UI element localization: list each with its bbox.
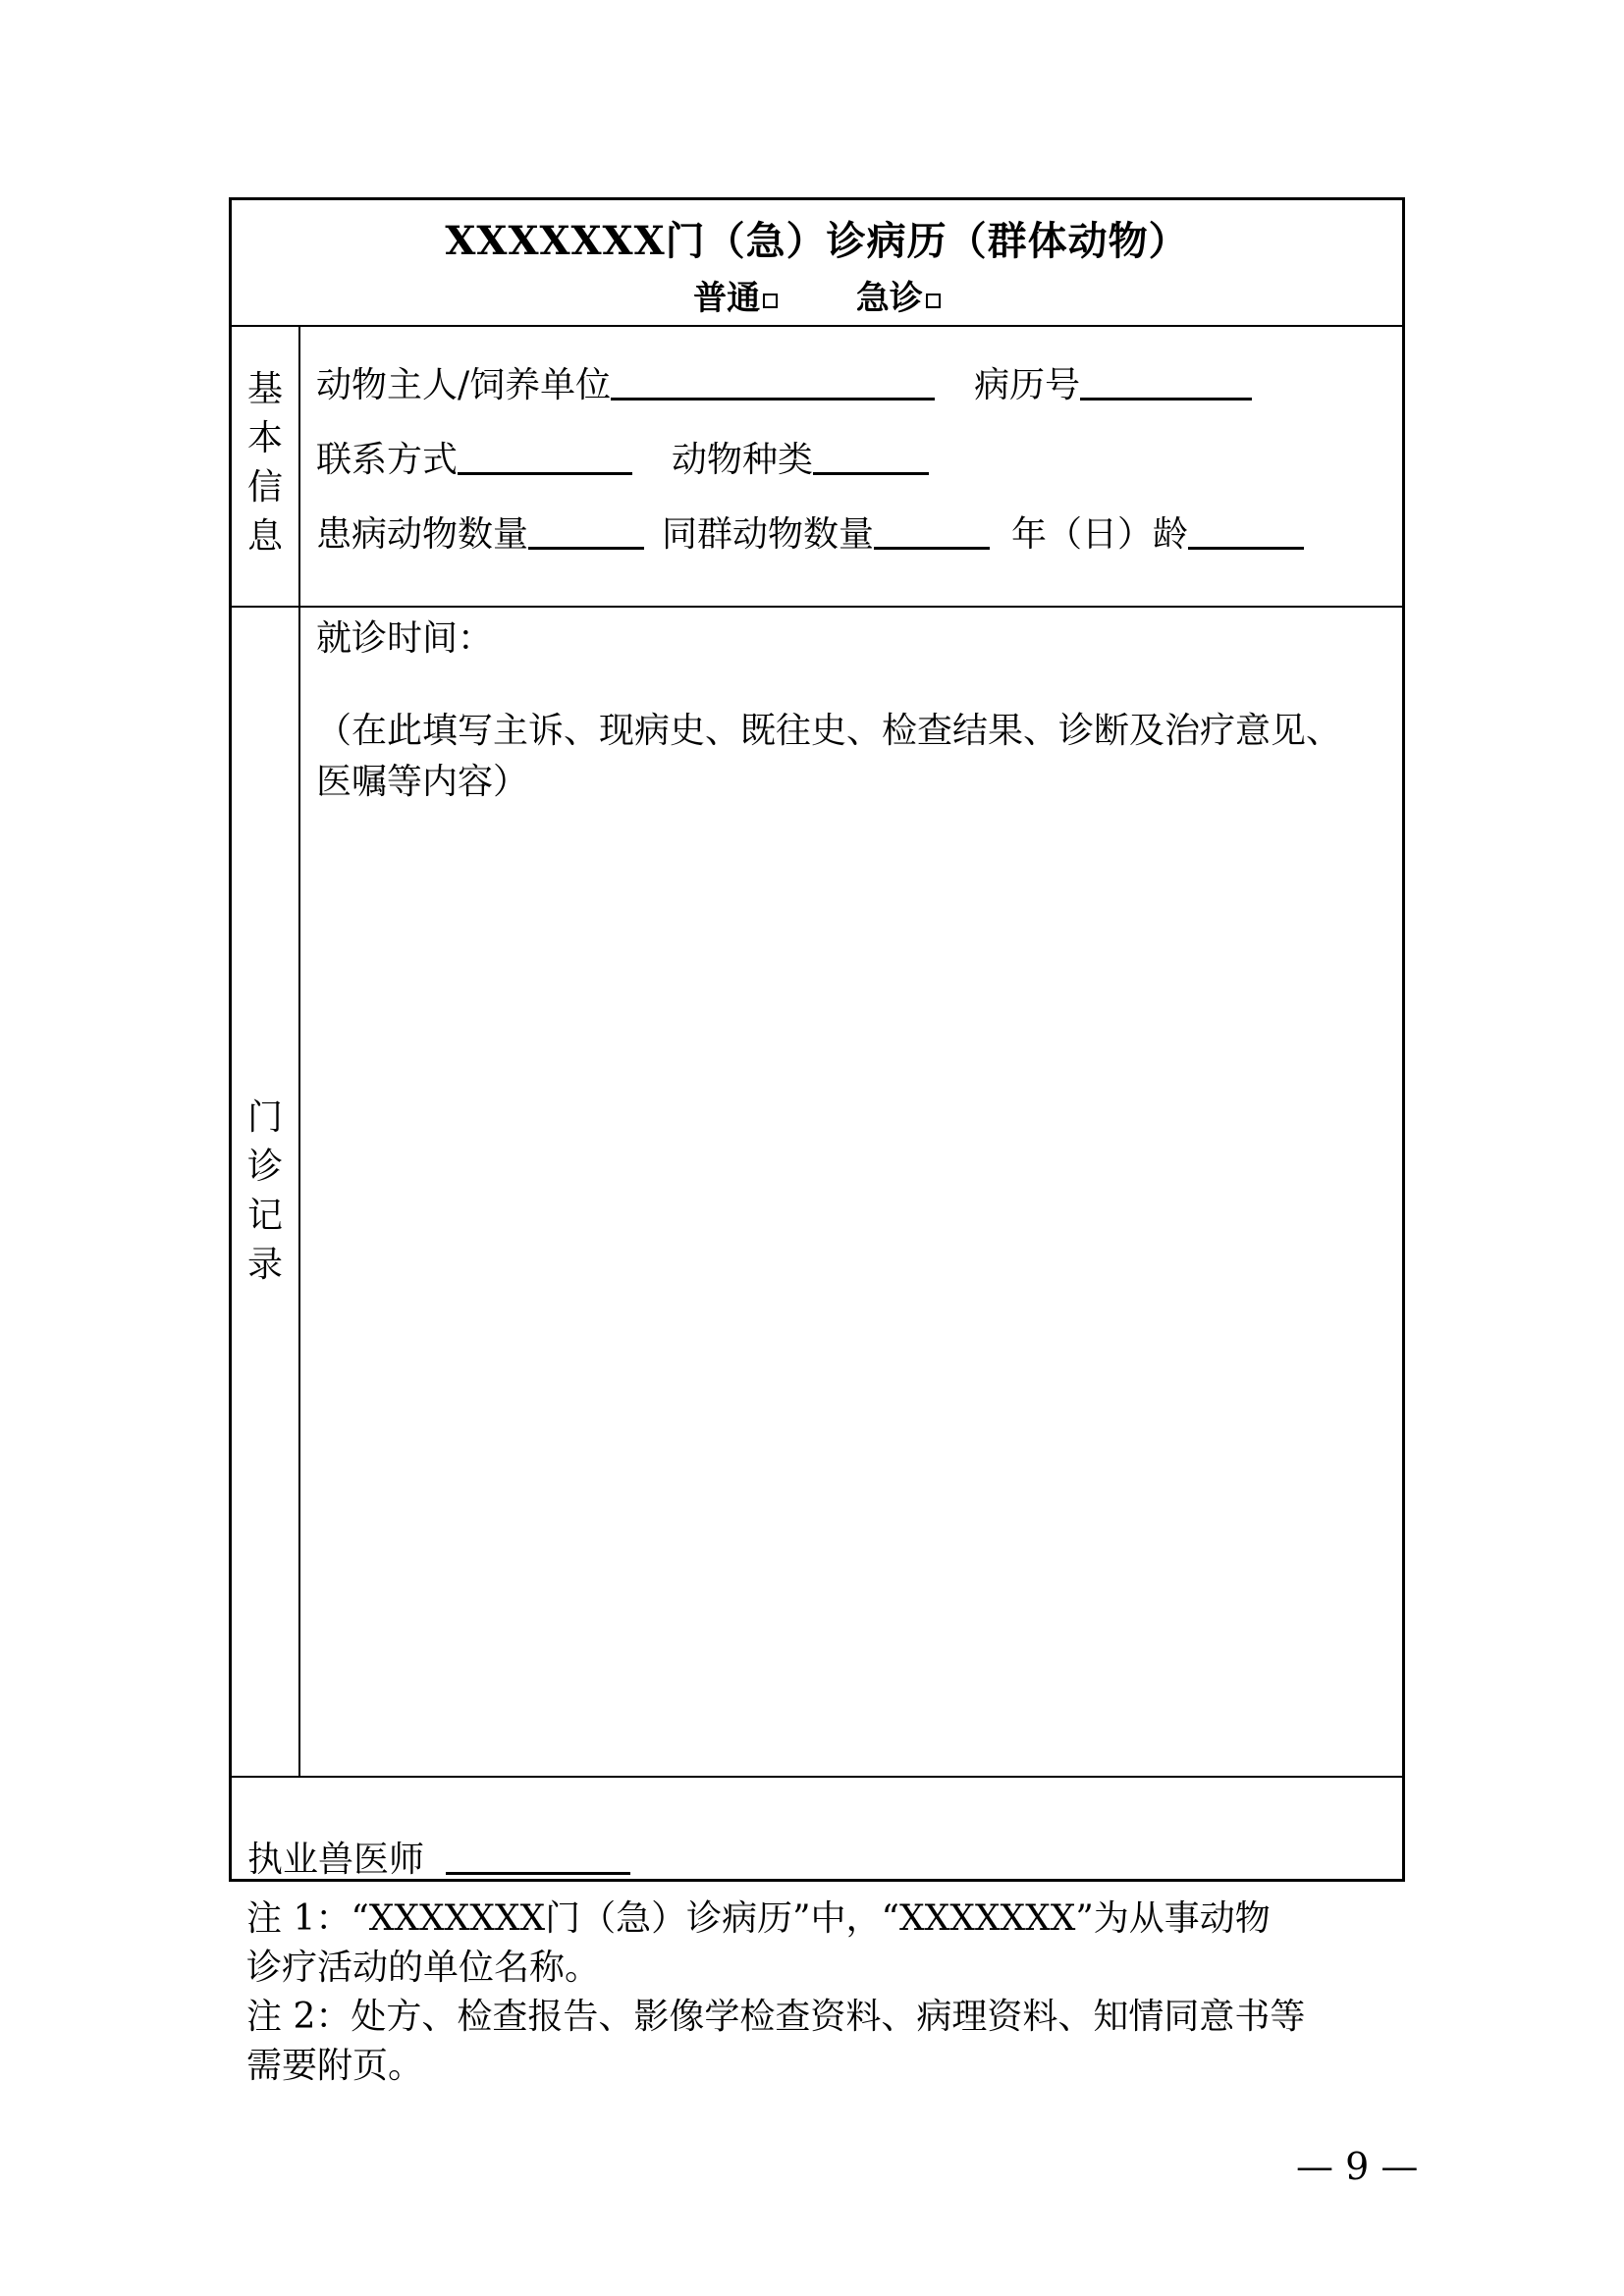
species-field[interactable] — [813, 443, 929, 475]
age-field[interactable] — [1188, 517, 1304, 550]
sick-count-field[interactable] — [528, 517, 644, 550]
label-column-divider — [298, 326, 300, 1777]
visit-type-emergency[interactable] — [856, 271, 941, 319]
visit-type-emergency-label: 急诊 — [855, 279, 923, 318]
note-1-line-1: 注 1：“XXXXXXX门（急）诊病历”中，“XXXXXXX”为从事动物 — [246, 1898, 1271, 1939]
age-label: 年（日）龄 — [1011, 514, 1189, 555]
vet-signature-field[interactable] — [446, 1842, 630, 1875]
divider-header — [232, 325, 1402, 327]
checkbox-icon[interactable] — [763, 294, 778, 308]
basic-info-row-3 — [316, 507, 1304, 557]
record-text-area[interactable] — [310, 809, 1390, 1761]
record-hint-line-2: 医嘱等内容） — [316, 762, 529, 802]
divider-basic-info — [232, 606, 1402, 608]
note-2-line-2: 需要附页。 — [246, 2046, 424, 2086]
owner-label: 动物主人/饲养单位 — [316, 365, 612, 405]
sick-count-label: 患病动物数量 — [316, 514, 529, 555]
record-no-field[interactable] — [1080, 368, 1252, 400]
divider-record — [232, 1776, 1402, 1778]
owner-field[interactable] — [611, 368, 935, 400]
record-hint-line-1: （在此填写主诉、现病史、既往史、检查结果、诊断及治疗意见、 — [316, 711, 1342, 751]
vet-label: 执业兽医师 — [247, 1840, 425, 1880]
basic-info-row-2 — [316, 432, 929, 482]
contact-field[interactable] — [458, 443, 632, 475]
checkbox-icon[interactable] — [926, 294, 941, 308]
outpatient-record-label: 门 诊 记 录 — [246, 1097, 283, 1285]
group-count-field[interactable] — [874, 517, 990, 550]
form-title: XXXXXXX门（急）诊病历（群体动物） — [445, 218, 1189, 264]
group-count-label: 同群动物数量 — [662, 514, 875, 555]
vet-signature-row — [247, 1832, 630, 1882]
basic-info-label: 基 本 信 息 — [246, 369, 283, 557]
visit-type-normal[interactable] — [693, 271, 778, 319]
visit-type-options — [232, 271, 1402, 319]
page-number: — 9 — — [1296, 2145, 1419, 2188]
species-label: 动物种类 — [672, 440, 814, 480]
basic-info-row-1 — [316, 357, 1252, 407]
note-1-line-2: 诊疗活动的单位名称。 — [246, 1948, 601, 1988]
note-2-line-1: 注 2：处方、检查报告、影像学检查资料、病理资料、知情同意书等 — [246, 1997, 1306, 2037]
visit-time-label: 就诊时间： — [316, 618, 494, 659]
record-no-label: 病历号 — [974, 365, 1081, 405]
medical-record-form — [229, 197, 1405, 1882]
visit-type-normal-label: 普通 — [693, 279, 761, 318]
contact-label: 联系方式 — [316, 440, 459, 480]
